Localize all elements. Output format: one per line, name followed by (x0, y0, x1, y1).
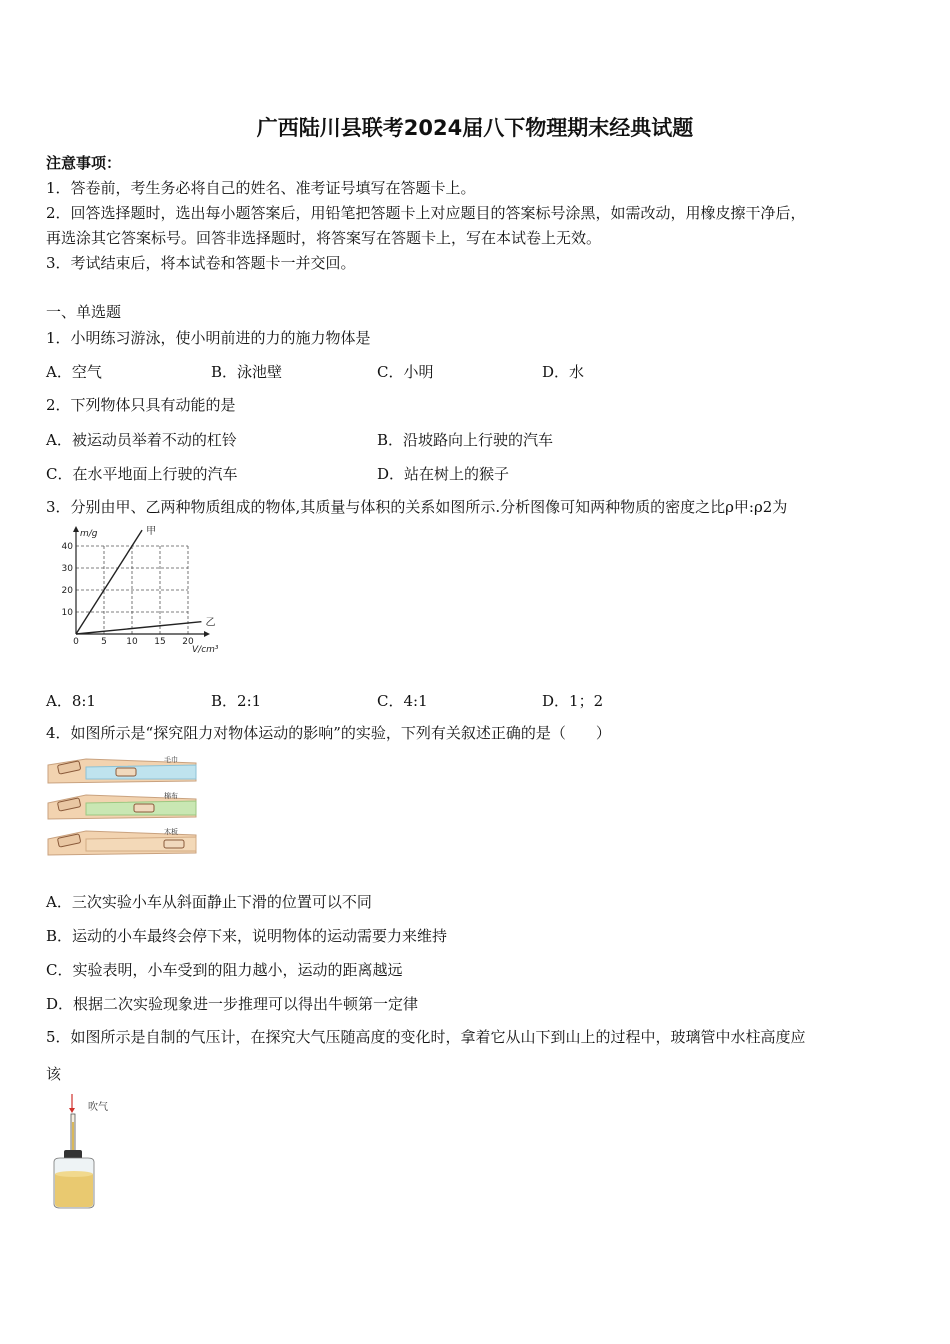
notice-heading: 注意事项： (46, 154, 122, 172)
q1-option-b: B．泳池壁 (211, 363, 283, 381)
page-title: 广西陆川县联考2024届八下物理期末经典试题 (256, 116, 694, 140)
label-cotton: 棉布 (164, 792, 178, 800)
q2-option-d: D．站在树上的猴子 (377, 465, 510, 483)
x-axis-label: V/cm³ (192, 645, 218, 654)
q1-option-c: C．小明 (377, 363, 434, 381)
x-tick-label: 5 (101, 637, 107, 647)
q4-option-a: A．三次实验小车从斜面静止下滑的位置可以不同 (46, 893, 372, 911)
x-tick-label: 15 (154, 637, 166, 647)
q1-option-a: A．空气 (46, 363, 102, 381)
x-tick-label: 0 (73, 637, 79, 647)
q3-option-a: A．8:1 (46, 692, 96, 710)
q4-option-c: C．实验表明，小车受到的阻力越小，运动的距离越远 (46, 961, 403, 979)
q3-option-b: B．2:1 (211, 692, 262, 710)
q4-option-b: B．运动的小车最终会停下来，说明物体的运动需要力来维持 (46, 927, 448, 945)
series-line-yi (76, 622, 201, 634)
notice-item-2-cont: 再选涂其它答案标号。回答非选择题时，将答案写在答题卡上，写在本试卷上无效。 (46, 229, 602, 247)
y-tick-label: 10 (61, 608, 73, 618)
q1-option-d: D．水 (542, 363, 585, 381)
q3-option-c: C．4:1 (377, 692, 428, 710)
q5-stem-cont: 该 (46, 1065, 62, 1083)
series-label-jia: 甲 (146, 526, 157, 538)
series-label-yi: 乙 (205, 617, 216, 629)
notice-item-2: 2．回答选择题时，选出每小题答案后，用铅笔把答题卡上对应题目的答案标号涂黑，如需改动，用橡皮擦干净后， (46, 204, 806, 222)
q4-ramp-experiment-figure (46, 753, 206, 868)
q2-stem: 2．下列物体只具有动能的是 (46, 396, 236, 414)
q5-barometer-figure (46, 1092, 126, 1212)
q3-mass-volume-chart (48, 526, 218, 654)
q2-option-b: B．沿坡路向上行驶的汽车 (377, 431, 554, 449)
label-towel: 毛巾 (164, 756, 178, 764)
q4-stem: 4．如图所示是“探究阻力对物体运动的影响”的实验，下列有关叙述正确的是（ ） (46, 724, 611, 742)
label-wood: 木板 (164, 828, 178, 836)
ramp-towel (48, 755, 196, 783)
ramp-wood (48, 827, 196, 855)
x-tick-label: 10 (126, 637, 138, 647)
x-axis-arrow-icon (204, 631, 210, 637)
ramp-cotton (48, 791, 196, 819)
label-blow: 吹气 (88, 1102, 108, 1113)
notice-item-1: 1．答卷前，考生务必将自己的姓名、准考证号填写在答题卡上。 (46, 179, 476, 197)
y-tick-label: 20 (61, 586, 73, 596)
y-axis-label: m/g (80, 529, 98, 539)
q2-option-a: A．被运动员举着不动的杠铃 (46, 431, 237, 449)
notice-item-3: 3．考试结束后，将本试卷和答题卡一并交回。 (46, 254, 356, 272)
q1-stem: 1．小明练习游泳，使小明前进的力的施力物体是 (46, 329, 371, 347)
q3-stem: 3．分别由甲、乙两种物质组成的物体,其质量与体积的关系如图所示.分析图像可知两种物质的密度之比ρ甲:ρ2为 (46, 498, 788, 516)
y-tick-label: 30 (61, 564, 73, 574)
y-axis-arrow-icon (73, 526, 79, 532)
q4-option-d: D．根据二次实验现象进一步推理可以得出牛顿第一定律 (46, 995, 419, 1013)
q5-stem: 5．如图所示是自制的气压计，在探究大气压随高度的变化时，拿着它从山下到山上的过程中，玻璃管中水柱高度应 (46, 1028, 806, 1046)
y-tick-label: 40 (61, 542, 73, 552)
x-tick-label: 20 (182, 637, 194, 647)
q2-option-c: C．在水平地面上行驶的汽车 (46, 465, 238, 483)
section-heading: 一、单选题 (46, 303, 122, 321)
q3-option-d: D．1；2 (542, 692, 604, 710)
